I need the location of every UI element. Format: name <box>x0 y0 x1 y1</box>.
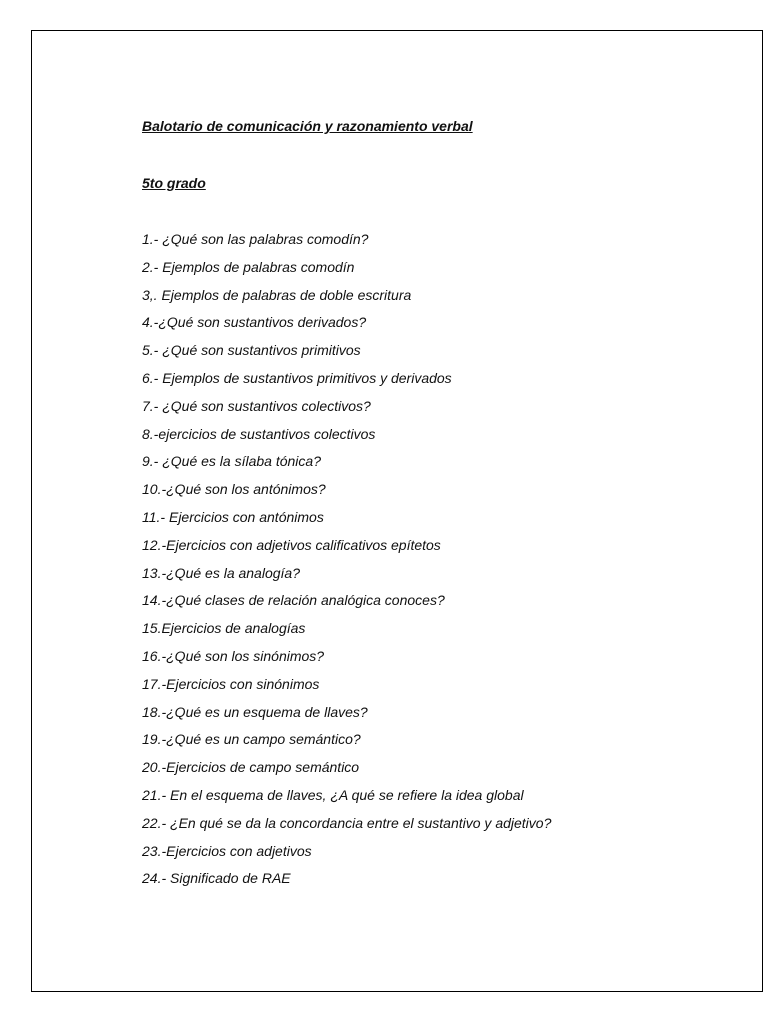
question-item: 15.Ejercicios de analogías <box>142 620 306 637</box>
question-item: 12.-Ejercicios con adjetivos calificativos epítetos <box>142 536 441 553</box>
question-item: 1.- ¿Qué son las palabras comodín? <box>142 231 369 247</box>
question-item: 21.- En el esquema de llaves, ¿A qué se refiere la idea global <box>142 786 524 803</box>
question-item: 6.- Ejemplos de sustantivos primitivos y derivados <box>142 369 452 386</box>
question-item: 20.-Ejercicios de campo semántico <box>142 759 360 776</box>
question-item: 9.- ¿Qué es la sílaba tónica? <box>142 453 321 470</box>
question-item: 3,. Ejemplos de palabras de doble escritura <box>142 286 412 303</box>
question-item: 7.- ¿Qué son sustantivos colectivos? <box>142 397 371 414</box>
document-title: Balotario de comunicación y razonamiento verbal <box>142 118 473 134</box>
question-item: 22.- ¿En qué se da la concordancia entre el sustantivo y adjetivo? <box>142 814 552 831</box>
question-list <box>142 228 762 895</box>
document-content <box>142 115 762 895</box>
question-item: 23.-Ejercicios con adjetivos <box>142 842 312 859</box>
question-item: 4.-¿Qué son sustantivos derivados? <box>142 314 367 331</box>
question-item: 10.-¿Qué son los antónimos? <box>142 481 326 498</box>
question-item: 24.- Significado de RAE <box>142 870 291 887</box>
question-item: 8.-ejercicios de sustantivos colectivos <box>142 425 376 442</box>
document-page <box>31 30 763 992</box>
question-item: 18.-¿Qué es un esquema de llaves? <box>142 703 368 720</box>
question-item: 11.- Ejercicios con antónimos <box>142 508 324 525</box>
question-item: 17.-Ejercicios con sinónimos <box>142 675 320 692</box>
question-item: 13.-¿Qué es la analogía? <box>142 564 300 581</box>
question-item: 16.-¿Qué son los sinónimos? <box>142 647 325 664</box>
question-item: 5.- ¿Qué son sustantivos primitivos <box>142 342 361 359</box>
question-item: 14.-¿Qué clases de relación analógica conoces? <box>142 592 445 609</box>
question-item: 2.- Ejemplos de palabras comodín <box>142 258 355 275</box>
grade-heading: 5to grado <box>142 175 206 191</box>
question-item: 19.-¿Qué es un campo semántico? <box>142 731 361 748</box>
